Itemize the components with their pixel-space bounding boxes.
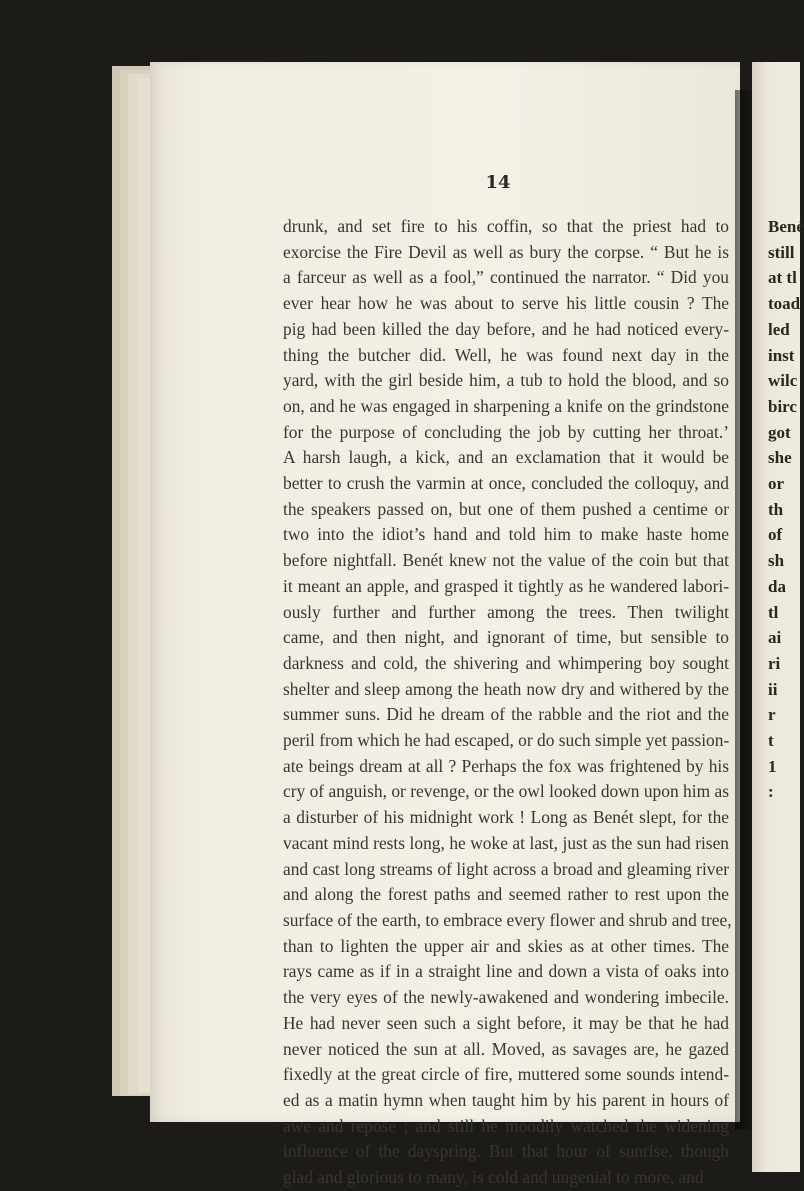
text-line: on, and he was engaged in sharpening a knife on the grindstone	[283, 395, 729, 416]
facing-text-fragment: th	[768, 499, 784, 519]
facing-text-fragment: birc	[768, 396, 797, 416]
facing-text-fragment: or	[768, 474, 785, 494]
page-number: 14	[485, 172, 511, 193]
text-line: for the purpose of concluding the job by cutting her throat.’	[283, 421, 729, 442]
facing-text-fragment: still	[768, 242, 795, 262]
text-line: thing the butcher did. Well, he was found next day in the	[283, 344, 729, 365]
facing-text-fragment: ai	[768, 628, 782, 648]
facing-text-fragment: :	[768, 782, 774, 802]
text-line: the speakers passed on, but one of them pushed a centime or	[283, 498, 729, 519]
text-line: awe and repose ; and still he moodily watched the widening	[283, 1115, 729, 1136]
text-line: cry of anguish, or revenge, or the owl looked down upon him as	[283, 781, 729, 802]
text-line: exorcise the Fire Devil as well as bury the corpse. “ But he is	[283, 241, 729, 262]
facing-text-fragment: got	[768, 422, 791, 442]
text-line: glad and glorious to many, is cold and ungenial to more, and	[283, 1167, 704, 1188]
facing-text-fragment: inst	[768, 345, 795, 365]
text-line: came, and then night, and ignorant of time, but sensible to	[283, 627, 729, 648]
text-line: a disturber of his midnight work ! Long as Benét slept, for the	[283, 807, 729, 828]
text-line: better to crush the varmin at once, concluded the colloquy, and	[283, 473, 729, 494]
facing-text-fragment: r	[768, 705, 776, 725]
text-line: ate beings dream at all ? Perhaps the fox was frightened by his	[283, 755, 729, 776]
text-line: vacant mind rests long, he woke at last, just as the sun had risen	[283, 832, 729, 853]
text-line: than to lighten the upper air and skies as at other times. The	[283, 935, 729, 956]
facing-text-fragment: led	[768, 319, 790, 339]
text-line: fixedly at the great circle of fire, muttered some sounds intend-	[283, 1064, 729, 1085]
text-line: before nightfall. Benét knew not the value of the coin but that	[283, 550, 729, 571]
text-line: never noticed the sun at all. Moved, as savages are, he gazed	[283, 1038, 729, 1059]
page-body-text	[283, 214, 732, 1191]
facing-text-fragment: wilc	[768, 371, 798, 391]
text-line: two into the idiot’s hand and told him to make haste home	[283, 524, 729, 545]
text-line: shelter and sleep among the heath now dry and withered by the	[283, 678, 729, 699]
text-line: pig had been killed the day before, and he had noticed every-	[283, 318, 729, 339]
text-line: peril from which he had escaped, or do such simple yet passion-	[283, 730, 730, 751]
facing-text-fragment: 1	[768, 756, 777, 776]
facing-text-fragment: she	[768, 448, 792, 468]
facing-text-fragment: at tl	[768, 268, 797, 288]
text-line: summer suns. Did he dream of the rabble and the riot and the	[283, 704, 729, 725]
text-line: a farceur as well as a fool,” continued the narrator. “ Did you	[283, 267, 729, 288]
facing-text-fragment: ri	[768, 653, 781, 673]
facing-page	[752, 62, 804, 1172]
facing-text-fragment: da	[768, 576, 786, 596]
facing-text-fragment: toad	[768, 294, 801, 314]
facing-text-fragment: Bené	[768, 217, 804, 236]
text-line: rays came as if in a straight line and down a vista of oaks into	[283, 961, 729, 982]
text-line: He had never seen such a sight before, it may be that he had	[283, 1012, 729, 1033]
facing-text-fragment: tl	[768, 602, 779, 622]
text-line: A harsh laugh, a kick, and an exclamation that it would be	[283, 447, 729, 468]
text-line: the very eyes of the newly-awakened and wondering imbecile.	[283, 987, 729, 1008]
facing-text-fragment: of	[768, 525, 783, 545]
gutter-shadow	[735, 90, 753, 1130]
text-line: ever hear how he was about to serve his little cousin ? The	[283, 293, 729, 314]
facing-text-fragment: ii	[768, 679, 778, 699]
text-line: yard, with the girl beside him, a tub to hold the blood, and so	[283, 370, 729, 391]
text-line: and cast long streams of light across a broad and gleaming river	[283, 858, 729, 879]
facing-page-text	[768, 214, 804, 805]
facing-text-fragment: sh	[768, 551, 785, 571]
text-line: ously further and further among the trees. Then twilight	[283, 601, 729, 622]
text-line: drunk, and set fire to his coffin, so that the priest had to	[283, 216, 729, 236]
text-line: surface of the earth, to embrace every flower and shrub and tree,	[283, 909, 732, 930]
text-line: and along the forest paths and seemed rather to rest upon the	[283, 884, 729, 905]
text-line: darkness and cold, the shivering and whimpering boy sought	[283, 652, 729, 673]
text-line: ed as a matin hymn when taught him by his parent in hours of	[283, 1089, 729, 1110]
text-line: it meant an apple, and grasped it tightly as he wandered labori-	[283, 575, 729, 596]
text-line: influence of the dayspring. But that hour of sunrise, though	[283, 1141, 729, 1162]
facing-text-fragment: t	[768, 731, 774, 751]
